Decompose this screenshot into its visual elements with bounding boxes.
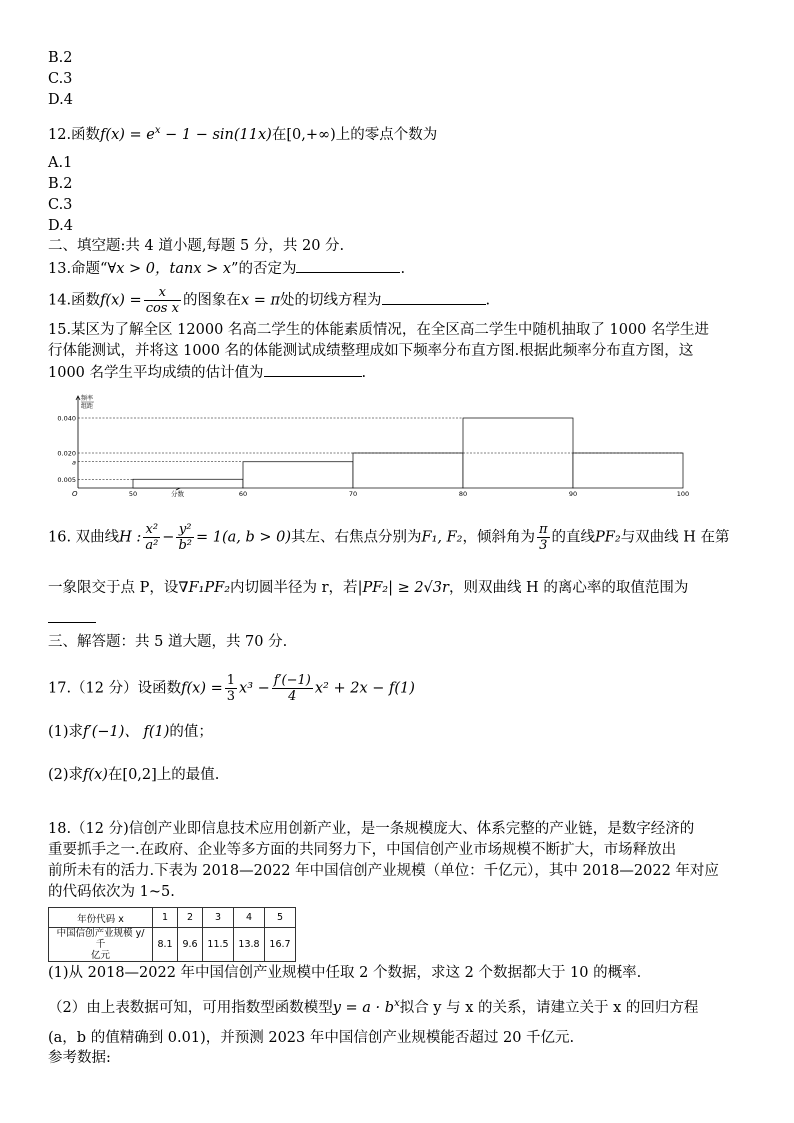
histogram-bar — [243, 462, 353, 488]
q15-line-1: 15.某区为了解全区 12000 名高二学生的体能素质情况，在全区高二学生中随机抽取了 1000 名学生进 — [48, 322, 710, 338]
x-tick-label: 100 — [676, 490, 690, 498]
q13-answer-blank[interactable] — [296, 258, 400, 273]
q12-option-a: A.1 — [48, 155, 73, 171]
row-label-scale: 中国信创产业规模 y/千 亿元 — [49, 928, 153, 962]
question-14: 14.函数f(x) = $\frac{x}{\text{cos x}}$ 的图象在x = π处的切线方程为 . — [48, 285, 491, 316]
x-tick-label: 80 — [458, 490, 468, 498]
q18-line-2: 重要抓手之一.在政府、企业等多方面的共同努力下，中国信创产业市场规模不断扩大，市场释放出 — [48, 842, 677, 858]
y-tick-label: 0.020 — [57, 449, 76, 458]
q16-frac-angle: $\frac{\pi}{3}$ — [539, 522, 548, 553]
q12-option-d: D.4 — [48, 218, 73, 234]
table-cell: 13.8 — [234, 928, 265, 962]
histogram-bar — [133, 479, 243, 488]
q17-frac-derivative: $\frac{f'(-1)}{4}$ — [273, 673, 311, 704]
x-tick-label: 60 — [238, 490, 248, 498]
y-tick-label: 0.005 — [57, 475, 76, 484]
option-d-prev: D.4 — [48, 92, 73, 108]
q17-part-1: (1)求f′(−1)、 f(1)的值； — [48, 724, 213, 740]
origin-label: O — [72, 490, 78, 498]
table-cell: 8.1 — [153, 928, 178, 962]
table-cell: 4 — [234, 908, 265, 928]
q18-line-1: 18.（12 分)信创产业即信息技术应用创新产业，是一条规模庞大、体系完整的产业链，是数字经济的 — [48, 821, 695, 837]
q16-frac-x: $\frac{\text{x²}}{\text{a²}}$ — [145, 522, 159, 553]
question-13: 13.命题“∀x > 0，tanx > x”的否定为 . — [48, 258, 405, 279]
q12-option-b: B.2 — [48, 176, 73, 192]
question-17: 17.（12 分）设函数f(x) = $\frac{1}{3}$ x³ − $\frac{f'(-1)}{4}$ x² + 2x − f(1) — [48, 673, 415, 704]
table-cell: 16.7 — [265, 928, 296, 962]
q12-suffix: 上的零点个数为 — [335, 126, 438, 143]
q12-option-c: C.3 — [48, 197, 73, 213]
table-row — [49, 908, 296, 928]
histogram-bar — [573, 453, 683, 488]
table-row — [49, 928, 296, 962]
table-cell: 3 — [203, 908, 234, 928]
x-axis-label: 分数 — [171, 490, 184, 498]
q16-frac-y: $\frac{\text{y²}}{\text{b²}}$ — [178, 522, 192, 553]
q16-line-1: 16. 双曲线H : $\frac{\text{x²}}{\text{a²}}$ − $\frac{\text{y²}}{\text{b²}}$ = 1(a, b > 0)其左、右焦点分别为F₁, F₂，倾斜角为 $\frac{\pi}{3}$ 的直线PF₂与双曲线 H 在第 — [48, 522, 730, 553]
q18-line-4: 的代码依次为 1~5. — [48, 884, 175, 900]
q16-answer-blank[interactable] — [48, 608, 96, 623]
q16-answer-line — [48, 608, 96, 629]
q17-frac-third: $\frac{1}{3}$ — [226, 673, 236, 704]
row-label-year-code: 年份代码 x — [49, 908, 153, 928]
q14-fraction: $\frac{x}{\text{cos x}}$ — [145, 285, 179, 316]
table-cell: 11.5 — [203, 928, 234, 962]
histogram-bar — [353, 453, 463, 488]
q15-line-2: 行体能测试，并将这 1000 名的体能测试成绩整理成如下频率分布直方图.根据此频率分布直方图，这 — [48, 343, 694, 359]
y-tick-label: 0.040 — [57, 414, 76, 423]
x-tick-label: 70 — [348, 490, 358, 498]
x-tick-label: 90 — [568, 490, 578, 498]
option-c-prev: C.3 — [48, 71, 73, 87]
q15-answer-blank[interactable] — [264, 362, 362, 377]
q16-line-2: 一象限交于点 P，设∇F₁PF₂内切圆半径为 r，若|PF₂| ≥ 2√3r，则双曲线 H 的离心率的取值范围为 — [48, 580, 689, 596]
y-axis-label-top: 频率 — [81, 395, 94, 402]
q17-part-2: (2)求f(x)在[0,2]上的最值. — [48, 767, 220, 783]
q18-model: $y = a \cdot b^x$ — [332, 998, 400, 1016]
x-tick-label: 50 — [128, 490, 138, 498]
table-cell: 5 — [265, 908, 296, 928]
section3-heading: 三、解答题：共 5 道大题，共 70 分. — [48, 634, 288, 650]
q15-line-3: 1000 名学生平均成绩的估计值为 . — [48, 362, 366, 383]
industry-scale-table — [48, 907, 296, 962]
q12-formula: $f(x) = e^x - 1 - \sin(11x)$ — [100, 125, 272, 143]
y-tick-label: a — [72, 458, 76, 467]
y-axis-label-bottom: 组距 — [81, 403, 94, 410]
q12-interval: [0,+∞) — [286, 126, 336, 143]
q13-formula: ∀x > 0，tanx > x — [107, 261, 232, 277]
q12-prefix: 12.函数 — [48, 126, 101, 143]
section2-heading: 二、填空题:共 4 道小题,每题 5 分，共 20 分. — [48, 238, 345, 254]
q18-part-2-line-2: (a，b 的值精确到 0.01)，并预测 2023 年中国信创产业规模能否超过 20 千亿元. — [48, 1030, 575, 1046]
q18-part-2: （2）由上表数据可知，可用指数型函数模型$y = a \cdot b^x$拟合 y 与 x 的关系，请建立关于 x 的回归方程 — [48, 998, 699, 1016]
q18-reference: 参考数据: — [48, 1050, 111, 1066]
q18-line-3: 前所未有的活力.下表为 2018—2022 年中国信创产业规模（单位：千亿元），其中 2018—2022 年对应 — [48, 863, 719, 879]
histogram-bar — [463, 418, 573, 488]
q18-part-1: (1)从 2018—2022 年中国信创产业规模中任取 2 个数据，求这 2 个数据都大于 10 的概率. — [48, 965, 642, 981]
question-12 — [48, 121, 437, 145]
table-cell: 2 — [178, 908, 203, 928]
q14-answer-blank[interactable] — [382, 290, 486, 305]
frequency-histogram — [48, 392, 690, 498]
q12-mid: 在 — [271, 126, 287, 143]
table-cell: 1 — [153, 908, 178, 928]
option-b-prev: B.2 — [48, 50, 73, 66]
table-cell: 9.6 — [178, 928, 203, 962]
